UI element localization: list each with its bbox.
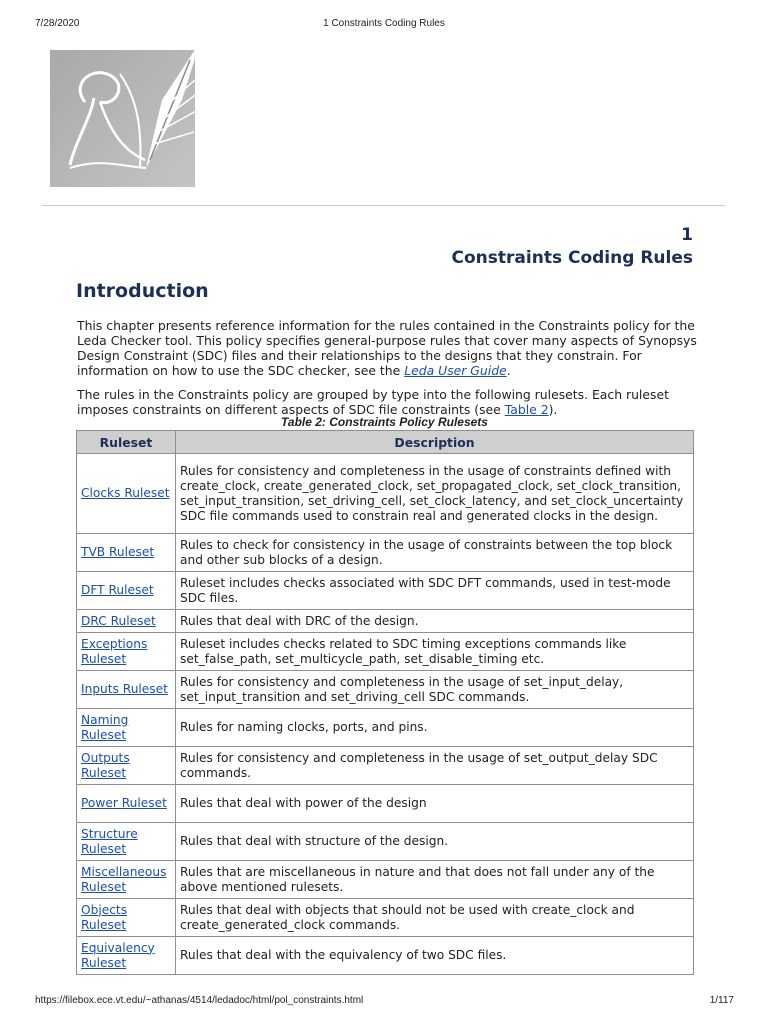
ruleset-link-drc[interactable]: DRC Ruleset [81,613,156,628]
table-row [77,671,694,709]
table-row [77,937,694,975]
ruleset-cell [77,709,176,747]
description-cell: Rules for naming clocks, ports, and pins. [176,709,694,747]
description-cell: Rules for consistency and completeness in the usage of constraints defined with create_clock, create_generated_clock, set_propagated_clock, set_clock_transition, set_input_transition, set_driving_cell, set_clock_latency, and set_clock_uncertainty SDC file commands used to constrain real and generated clocks in the design. [176,454,694,534]
description-cell: Rules that deal with objects that should not be used with create_clock and create_generated_clock commands. [176,899,694,937]
column-header-description: Description [176,431,694,454]
ruleset-cell [77,454,176,534]
ruleset-link-outputs[interactable]: Outputs Ruleset [81,750,130,780]
ruleset-cell [77,937,176,975]
ruleset-cell [77,610,176,633]
description-cell: Ruleset includes checks related to SDC timing exceptions commands like set_false_path, set_multicycle_path, set_disable_timing etc. [176,633,694,671]
ruleset-cell [77,861,176,899]
description-cell: Rules that are miscellaneous in nature and that does not fall under any of the above mentioned rulesets. [176,861,694,899]
swan-quill-logo-icon [50,40,208,188]
header-divider [42,205,725,206]
ruleset-cell [77,823,176,861]
ruleset-link-power[interactable]: Power Ruleset [81,796,167,810]
description-cell: Rules that deal with the equivalency of two SDC files. [176,937,694,975]
intro-paragraph-2-end: ). [548,402,558,417]
table-row [77,610,694,633]
table-row [77,534,694,572]
description-cell: Rules for consistency and completeness in the usage of set_output_delay SDC commands. [176,747,694,785]
table-2-link[interactable]: Table 2 [504,402,549,417]
ruleset-cell [77,633,176,671]
ruleset-cell [77,747,176,785]
ruleset-cell [77,671,176,709]
print-url: https://filebox.ece.vt.edu/~athanas/4514/ledadoc/html/pol_constraints.html [35,995,364,1006]
intro-paragraph-2-text: The rules in the Constraints policy are grouped by type into the following rulesets. Each ruleset imposes constraints on different aspects of SDC file constraints (see [77,387,669,417]
column-header-ruleset: Ruleset [77,431,176,454]
table-row [77,709,694,747]
ruleset-link-naming[interactable]: Naming Ruleset [81,712,129,742]
intro-paragraph-1-text: This chapter presents reference information for the rules contained in the Constraints policy for the Leda Checker tool. This policy specifies general-purpose rules that cover many aspects of Synopsys Design Constraint (SDC) files and their relationships to the designs that they constrain. For information on how to use the SDC checker, see the [77,318,697,378]
intro-paragraph-1-end: . [506,363,511,378]
leda-user-guide-link[interactable]: Leda User Guide [404,363,507,378]
intro-paragraph-2 [77,387,717,417]
rulesets-table [76,430,694,975]
table-row [77,899,694,937]
description-cell: Rules that deal with DRC of the design. [176,610,694,633]
ruleset-link-tvb[interactable]: TVB Ruleset [81,545,155,559]
chapter-number: 1 [681,225,693,245]
intro-paragraph-1 [77,318,717,378]
description-cell: Rules that deal with power of the design [176,785,694,823]
table-row [77,454,694,534]
table-caption: Table 2: Constraints Policy Rulesets [281,415,488,429]
ruleset-link-miscellaneous[interactable]: Miscellaneous Ruleset [81,864,167,894]
ruleset-link-objects[interactable]: Objects Ruleset [81,902,128,932]
chapter-heading [452,224,693,270]
ruleset-cell [77,785,176,823]
ruleset-link-dft[interactable]: DFT Ruleset [81,583,154,597]
table-header-row [77,431,694,454]
ruleset-cell [77,899,176,937]
table-row [77,861,694,899]
description-cell: Ruleset includes checks associated with SDC DFT commands, used in test-mode SDC files. [176,572,694,610]
description-cell: Rules for consistency and completeness in the usage of set_input_delay, set_input_transition and set_driving_cell SDC commands. [176,671,694,709]
ruleset-cell [77,572,176,610]
section-heading-introduction: Introduction [76,280,209,302]
print-page-number: 1/117 [709,995,734,1006]
ruleset-cell [77,534,176,572]
print-date: 7/28/2020 [35,18,80,29]
table-row [77,785,694,823]
description-cell: Rules to check for consistency in the usage of constraints between the top block and other sub blocks of a design. [176,534,694,572]
chapter-title: Constraints Coding Rules [451,248,693,268]
description-cell: Rules that deal with structure of the design. [176,823,694,861]
table-row [77,572,694,610]
ruleset-link-clocks[interactable]: Clocks Ruleset [81,486,170,500]
table-row [77,633,694,671]
print-title: 1 Constraints Coding Rules [323,18,445,29]
table-row [77,747,694,785]
table-row [77,823,694,861]
ruleset-link-exceptions[interactable]: Exceptions Ruleset [81,636,148,666]
ruleset-link-inputs[interactable]: Inputs Ruleset [81,682,168,696]
ruleset-link-equivalency[interactable]: Equivalency Ruleset [81,940,155,970]
ruleset-link-structure[interactable]: Structure Ruleset [81,826,138,856]
